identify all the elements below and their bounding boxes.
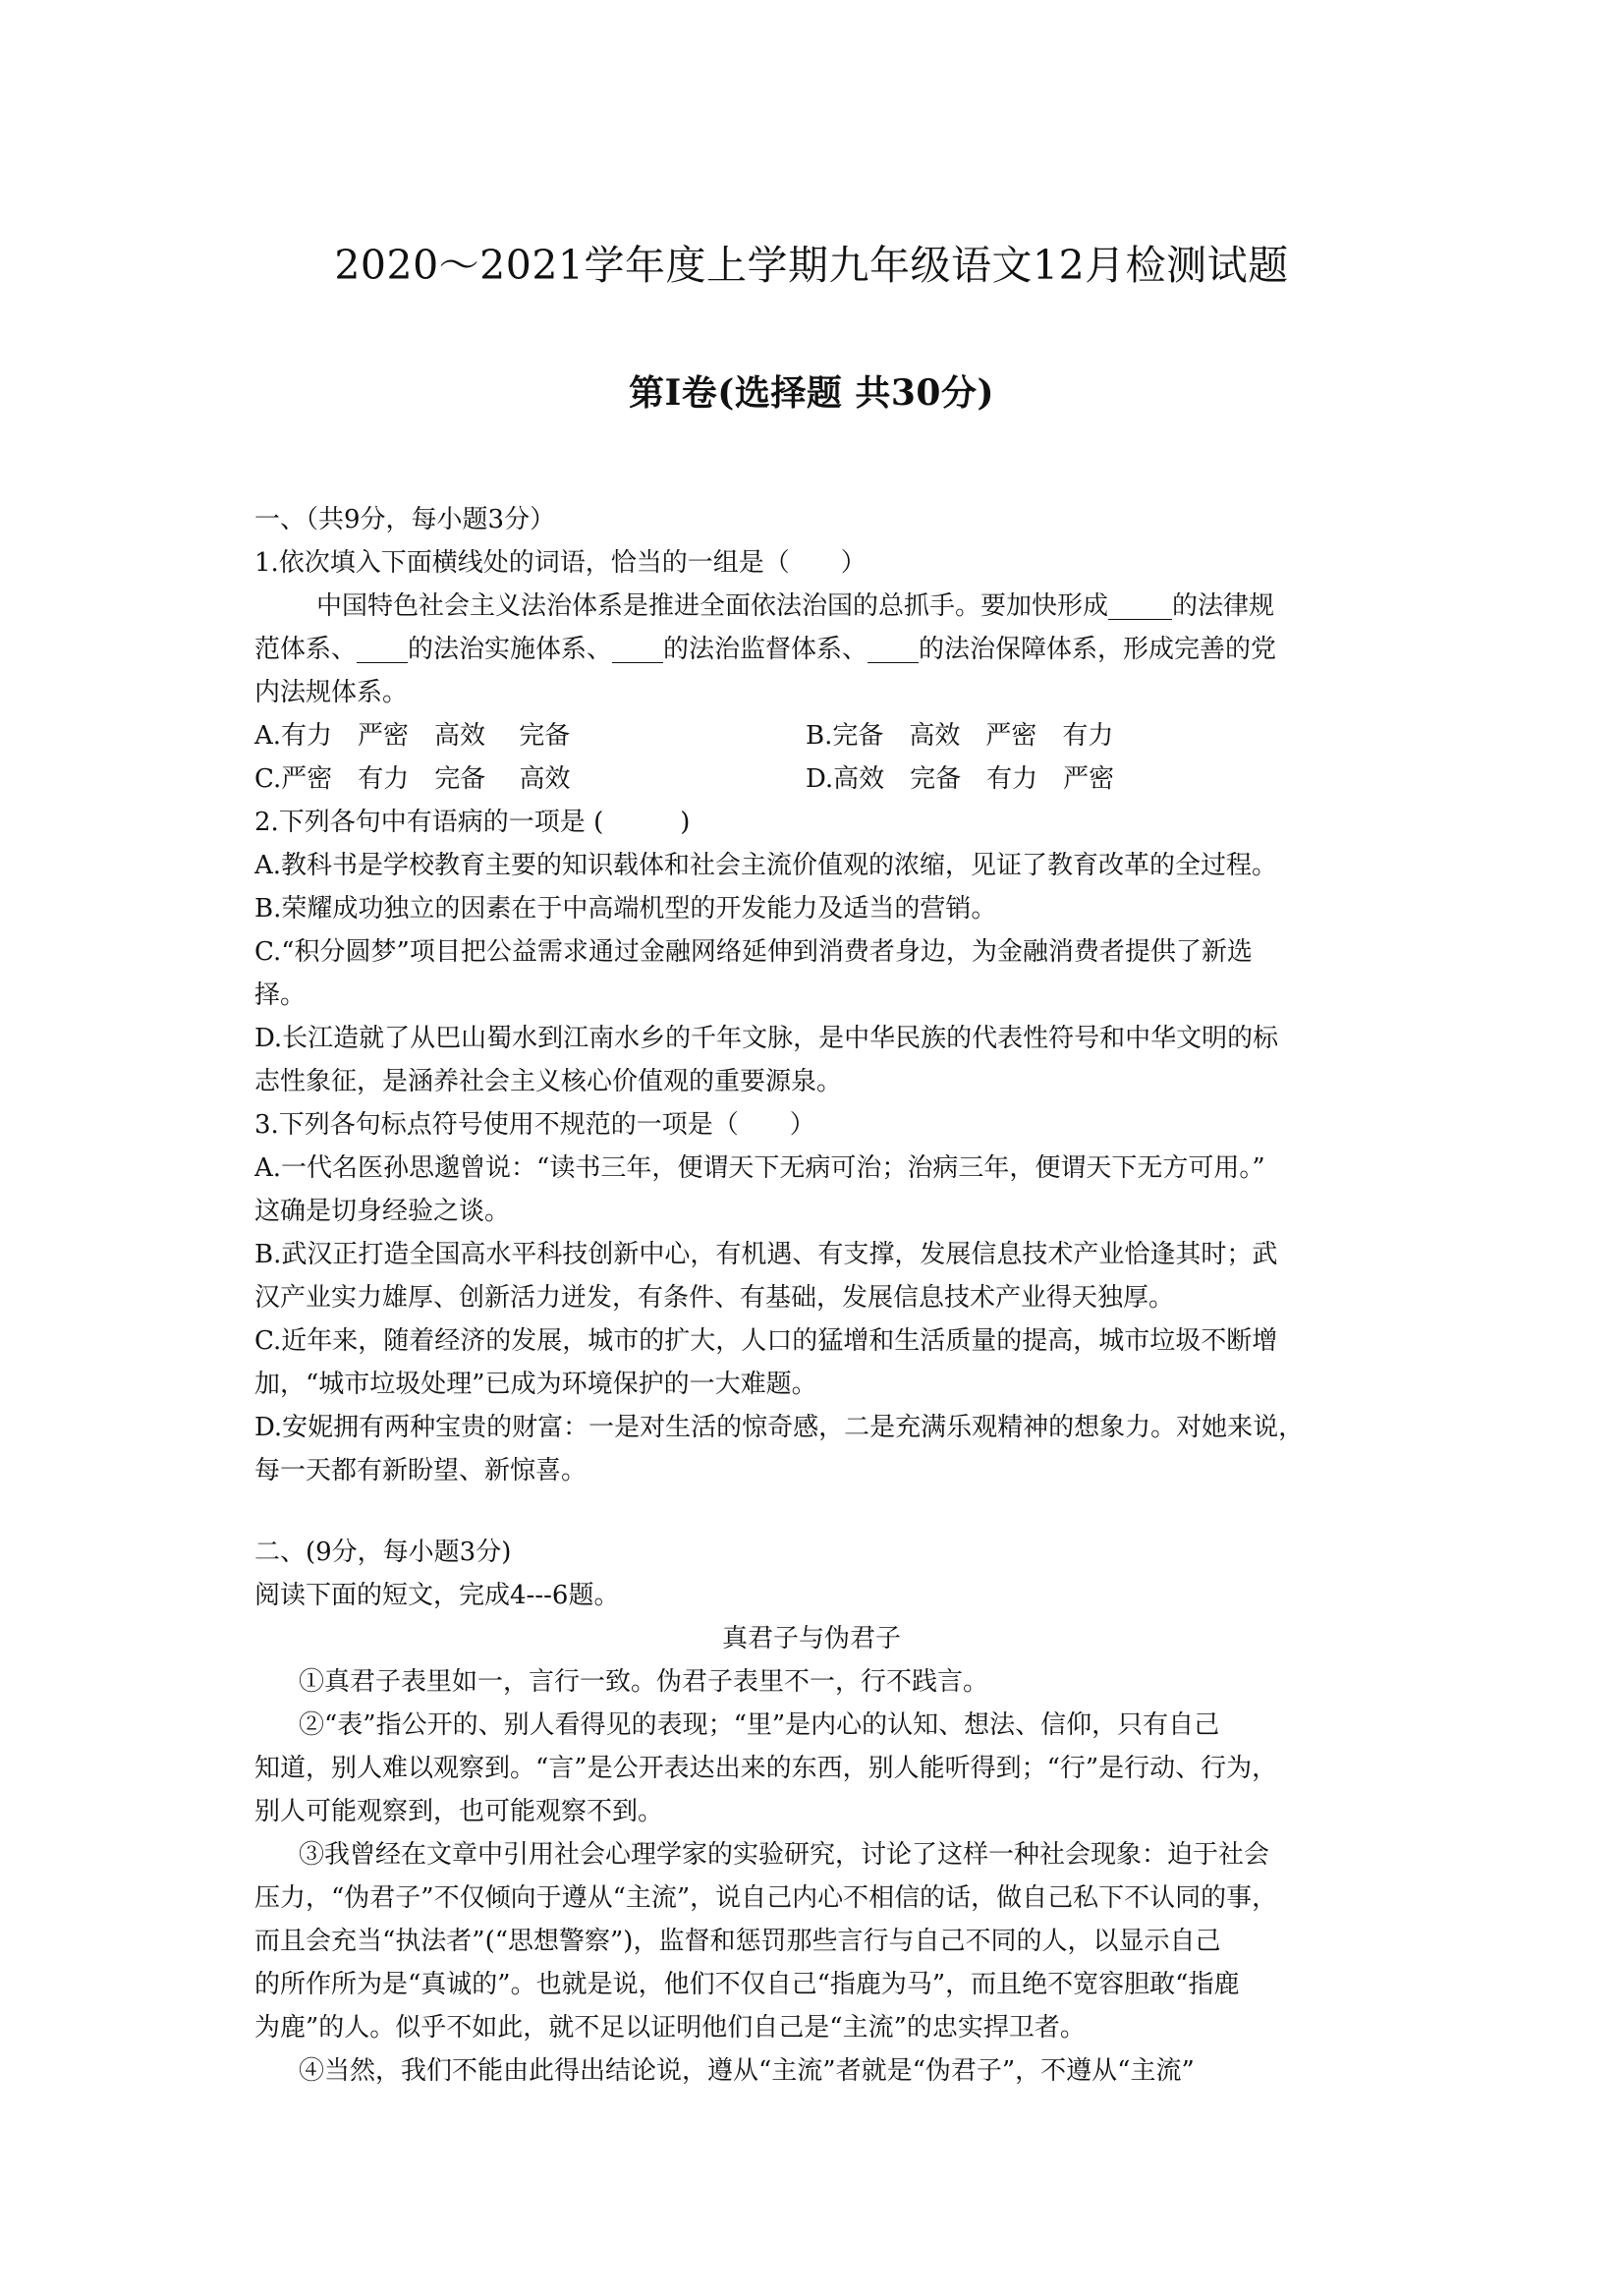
article-title: 真君子与伪君子 (721, 1624, 901, 1653)
article-paragraph-line: ②“表”指公开的、别人看得见的表现；“里”是内心的认知、想法、信仰，只有自己 (299, 1710, 1220, 1740)
exam-title: 2020～2021学年度上学期九年级语文12月检测试题 (334, 242, 1289, 289)
article-paragraph-line: 的所作所为是“真诚的”。也就是说，他们不仅自己“指鹿为马”，而且绝不宽容胆敢“指鹿 (254, 1970, 1240, 1999)
q1-option-d: D.高效 完备 有力 严密 (806, 764, 1115, 794)
article-paragraph-line: 为鹿”的人。似乎不如此，就不足以证明他们自己是“主流”的忠实捍卫者。 (254, 2013, 1086, 2043)
article-paragraph-line: 知道，别人难以观察到。“言”是公开表达出来的东西，别人能听得到；“行”是行动、行为， (254, 1754, 1278, 1783)
q1-passage-line: 内法规体系。 (254, 678, 409, 707)
q2-line: C.“积分圆梦”项目把公益需求通过金融网络延伸到消费者身边，为金融消费者提供了新选 (254, 937, 1253, 967)
q3-line: A.一代名医孙思邈曾说：“读书三年，便谓天下无病可治；治病三年，便谓天下无方可用。” (254, 1153, 1265, 1183)
q1-option-c: C.严密 有力 完备 高效 (254, 764, 571, 794)
q2-stem: 2.下列各句中有语病的一项是 ( ) (254, 808, 691, 837)
q2-line: A.教科书是学校教育主要的知识载体和社会主流价值观的浓缩，见证了教育改革的全过程。 (254, 851, 1278, 880)
q3-line: D.安妮拥有两种宝贵的财富：一是对生活的惊奇感，二是充满乐观精神的想象力。对她来说， (254, 1413, 1305, 1442)
section2-heading: 二、(9分，每小题3分) (254, 1538, 512, 1567)
article-paragraph-line: ④当然，我们不能由此得出结论说，遵从“主流”者就是“伪君子”，不遵从“主流” (299, 2056, 1195, 2086)
q1-passage-line: 中国特色社会主义法治体系是推进全面依法治国的总抓手。要加快形成_____的法律规 (316, 591, 1275, 621)
article-paragraph-line: ③我曾经在文章中引用社会心理学家的实验研究，讨论了这样一种社会现象：迫于社会 (299, 1840, 1270, 1870)
article-paragraph-line: 别人可能观察到，也可能观察不到。 (254, 1797, 664, 1826)
q3-line: 加，“城市垃圾处理”已成为环境保护的一大难题。 (254, 1370, 817, 1399)
article-paragraph-line: 而且会充当“执法者”(“思想警察”)，监督和惩罚那些言行与自己不同的人，以显示自己 (254, 1927, 1221, 1956)
q2-line: 择。 (254, 980, 307, 1010)
q3-line: B.武汉正打造全国高水平科技创新中心，有机遇、有支撑，发展信息技术产业恰逢其时；武 (254, 1240, 1278, 1269)
article-paragraph-line: 压力，“伪君子”不仅倾向于遵从“主流”，说自己内心不相信的话，做自己私下不认同的事， (254, 1883, 1278, 1913)
article-paragraph-line: ①真君子表里如一，言行一致。伪君子表里不一，行不践言。 (299, 1667, 989, 1697)
q3-line: C.近年来，随着经济的发展，城市的扩大，人口的猛增和生活质量的提高，城市垃圾不断增 (254, 1326, 1278, 1356)
q1-passage-line: 范体系、____的法治实施体系、____的法治监督体系、____的法治保障体系，形成完善的党 (254, 635, 1277, 664)
q3-line: 这确是切身经验之谈。 (254, 1197, 511, 1226)
q2-line: D.长江造就了从巴山蜀水到江南水乡的千年文脉，是中华民族的代表性符号和中华文明的标 (254, 1024, 1279, 1053)
q1-stem: 1.依次填入下面横线处的词语，恰当的一组是（ ） (254, 548, 867, 578)
exam-subtitle: 第Ⅰ卷(选择题 共30分) (628, 372, 995, 414)
q3-stem: 3.下列各句标点符号使用不规范的一项是（ ） (254, 1110, 815, 1140)
q2-line: 志性象征，是涵养社会主义核心价值观的重要源泉。 (254, 1067, 843, 1096)
q3-line: 汉产业实力雄厚、创新活力迸发，有条件、有基础，发展信息技术产业得天独厚。 (254, 1283, 1175, 1313)
q1-option-a: A.有力 严密 高效 完备 (254, 721, 571, 751)
section1-heading: 一、（共9分，每小题3分） (254, 505, 556, 534)
q1-option-b: B.完备 高效 严密 有力 (806, 721, 1114, 751)
section2-intro: 阅读下面的短文，完成4---6题。 (254, 1581, 620, 1610)
q2-line: B.荣耀成功独立的因素在于中高端机型的开发能力及适当的营销。 (254, 894, 997, 924)
q3-line: 每一天都有新盼望、新惊喜。 (254, 1456, 588, 1485)
